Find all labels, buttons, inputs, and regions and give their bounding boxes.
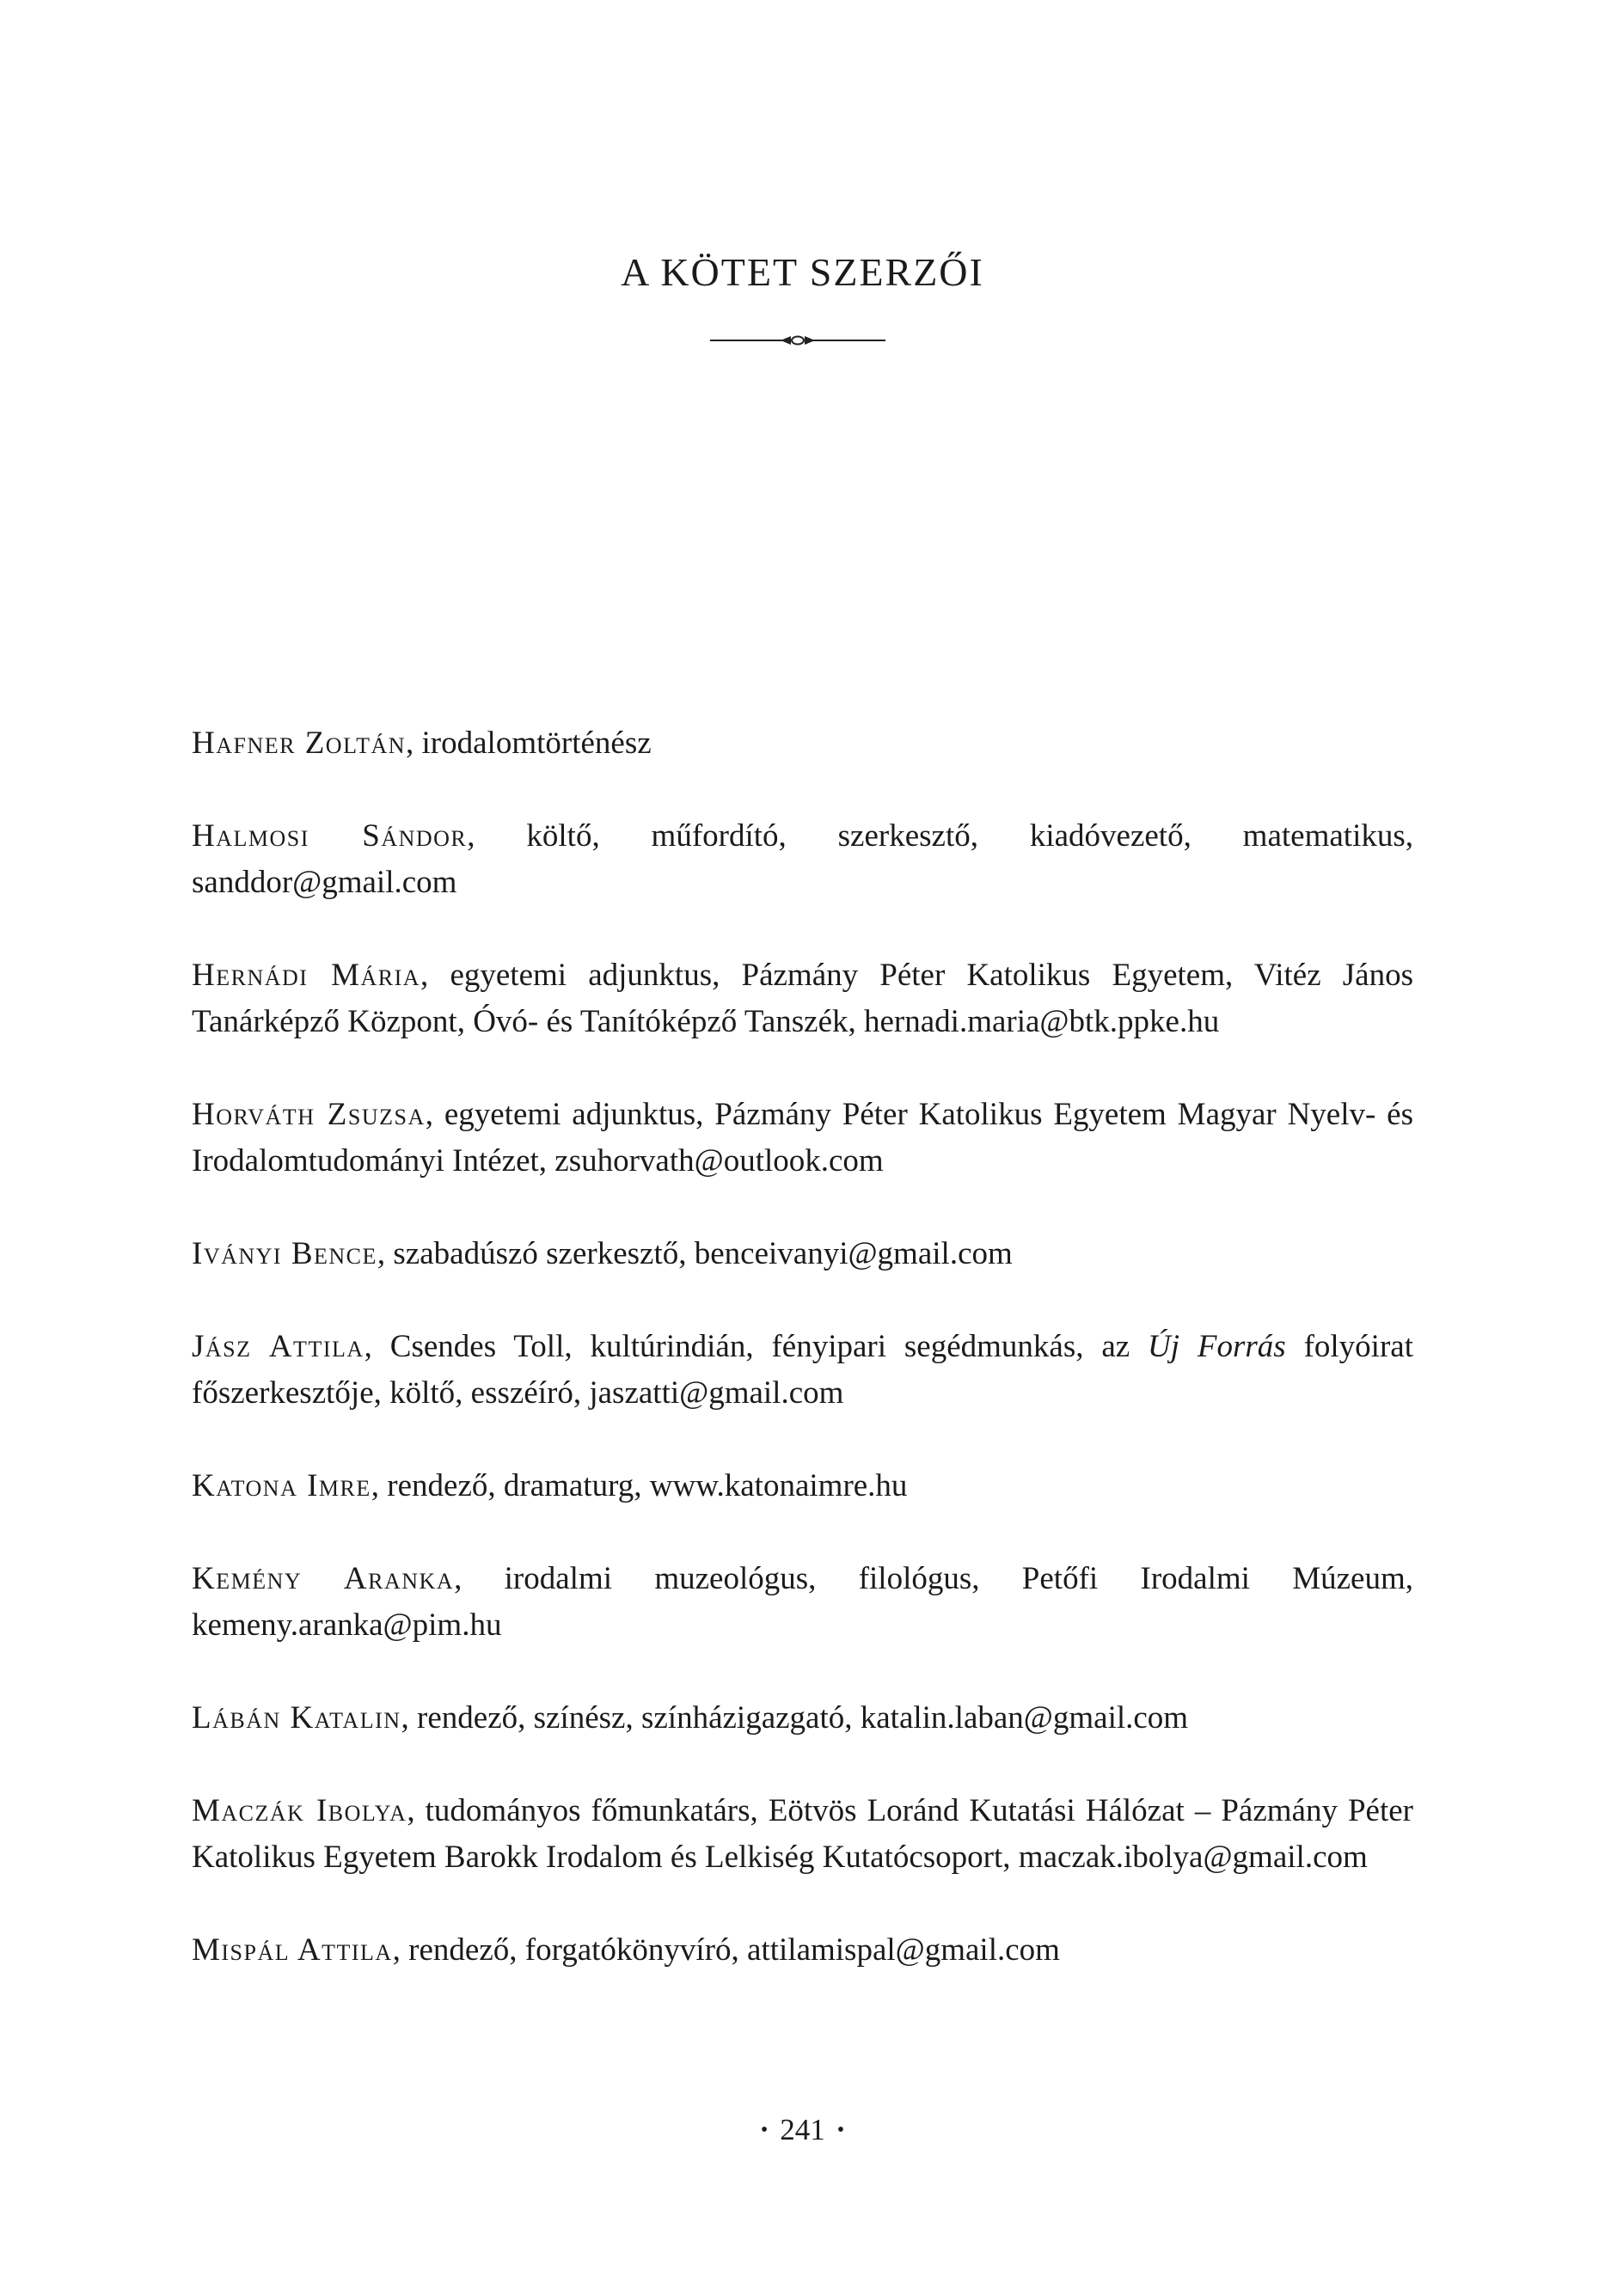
author-details: , rendező, színész, színházigazgató, katalin.laban@gmail.com <box>401 1700 1189 1736</box>
page-title: A KÖTET SZERZŐI <box>621 250 984 294</box>
author-name: Mispál Attila <box>192 1932 393 1968</box>
author-entry <box>192 720 1413 767</box>
page-number: 241 <box>780 2113 825 2146</box>
author-entry <box>192 1556 1413 1649</box>
author-entry <box>192 1092 1413 1185</box>
author-name: Kemény Aranka <box>192 1561 455 1596</box>
bullet-left: • <box>760 2119 769 2141</box>
author-entry <box>192 952 1413 1045</box>
author-name: Hernádi Mária <box>192 958 421 993</box>
author-details-continued: folyóirat főszerkesztője, költő, esszéíró, jaszatti@gmail.com <box>192 1329 1413 1411</box>
journal-title: Új Forrás <box>1148 1329 1286 1364</box>
author-name: Halmosi Sándor <box>192 818 468 854</box>
bullet-right: • <box>836 2119 845 2141</box>
author-details: , rendező, forgatókönyvíró, attilamispal@gmail.com <box>392 1932 1060 1968</box>
author-details: , rendező, dramaturg, www.katonaimre.hu <box>371 1468 908 1503</box>
author-name: Maczák Ibolya <box>192 1793 407 1828</box>
author-name: Hafner Zoltán <box>192 726 407 761</box>
author-details: , tudományos főmunkatárs, Eötvös Loránd Kutatási Hálózat – Pázmány Péter Katolikus Egyetem Barokk Irodalom és Lelkiség Kutatócsoport, maczak.ibolya@gmail.com <box>192 1793 1414 1875</box>
author-name: Horváth Zsuzsa <box>192 1097 426 1132</box>
author-entry <box>192 1695 1413 1742</box>
author-details: , szabadúszó szerkesztő, benceivanyi@gmail.com <box>377 1236 1013 1271</box>
author-details: , irodalomtörténész <box>406 726 652 761</box>
author-entry <box>192 1463 1413 1509</box>
author-details: , irodalmi muzeológus, filológus, Petőfi Irodalmi Múzeum, kemeny.aranka@pim.hu <box>192 1561 1413 1643</box>
author-details: , egyetemi adjunktus, Pázmány Péter Katolikus Egyetem, Vitéz János Tanárképző Központ, Óvó- és Tanítóképző Tanszék, hernadi.maria@btk.ppke.hu <box>192 958 1413 1039</box>
title-ornament <box>710 328 885 353</box>
author-details: , Csendes Toll, kultúrindián, fényipari segédmunkás, az <box>364 1329 1149 1364</box>
author-entry <box>192 1324 1413 1417</box>
author-entry <box>192 1927 1413 1974</box>
author-entry <box>192 813 1413 906</box>
author-name: Iványi Bence <box>192 1236 377 1271</box>
author-name: Jász Attila <box>192 1329 364 1364</box>
author-entry <box>192 1231 1413 1277</box>
author-details: , egyetemi adjunktus, Pázmány Péter Katolikus Egyetem Magyar Nyelv- és Irodalomtudományi Intézet, zsuhorvath@outlook.com <box>192 1097 1413 1179</box>
page-number-footer <box>0 2113 1605 2147</box>
author-name: Katona Imre <box>192 1468 371 1503</box>
author-name: Lábán Katalin <box>192 1700 401 1736</box>
author-entry <box>192 1788 1413 1881</box>
author-list <box>192 720 1413 1974</box>
author-details: , költő, műfordító, szerkesztő, kiadóvezető, matematikus, sanddor@gmail.com <box>192 818 1413 900</box>
